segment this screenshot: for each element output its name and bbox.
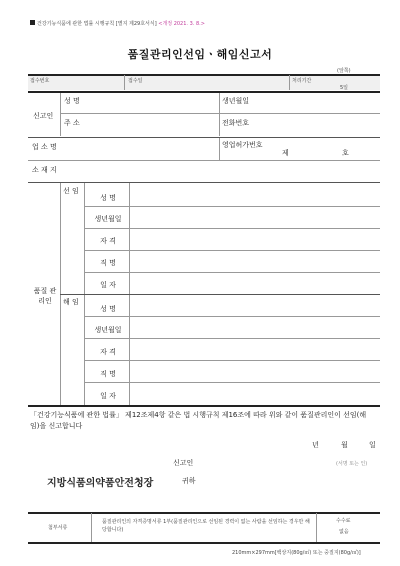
applicant-name-label: 성 명 (64, 97, 80, 105)
applicant-birth-label: 생년월일 (222, 97, 250, 105)
table-bottom-rule (28, 405, 380, 407)
dismiss-field-name: 성 명 (100, 305, 116, 313)
receipt-no-label: 접수번호 (30, 78, 50, 84)
sign-note: (서명 또는 인) (336, 461, 368, 467)
processing-period-label: 처리기간 (292, 78, 312, 84)
receipt-row-shade (28, 75, 380, 90)
page-title: 품질관리인선임ㆍ해임신고서 (127, 48, 273, 61)
row-line (60, 113, 380, 114)
paper-spec-footer: 210mm×297mm[백상지(80g/㎡) 또는 중질지(80g/㎡)] (232, 550, 361, 556)
fee-label: 수수료 (336, 518, 351, 524)
row-line (28, 160, 380, 161)
receipt-bottom-rule (28, 91, 380, 93)
date-year: 년 (312, 441, 319, 449)
attachments-label: 첨부서류 (48, 525, 68, 531)
divider (124, 75, 125, 90)
row-line (84, 250, 380, 251)
date-month: 월 (341, 441, 348, 449)
processing-period-value: 5일 (340, 85, 349, 91)
recipient-suffix: 귀하 (182, 477, 196, 485)
signer-label: 신고인 (173, 459, 194, 467)
row-line (84, 382, 380, 383)
row-line (84, 316, 380, 317)
attachments-bottom-rule (28, 542, 380, 544)
divider (219, 93, 220, 136)
square-bullet-icon (30, 20, 35, 25)
law-reference: 건강기능식품에 관한 법률 시행규칙 [별지 제29호서식] (37, 21, 157, 27)
row-line (84, 360, 380, 361)
appoint-field-position: 직 명 (100, 259, 116, 267)
appoint-label: 선 임 (63, 187, 79, 195)
business-bottom-rule (28, 182, 380, 183)
divider (289, 75, 290, 90)
appoint-field-name: 성 명 (100, 194, 116, 202)
top-rule (28, 74, 380, 76)
row-line (84, 206, 380, 207)
date-day: 일 (369, 441, 376, 449)
dismiss-field-position: 직 명 (100, 370, 116, 378)
business-name-label: 업 소 명 (32, 143, 57, 151)
applicant-bottom-rule (28, 137, 380, 138)
recipient-name: 지방식품의약품안전청장 (47, 478, 154, 489)
business-location-label: 소 재 지 (32, 166, 57, 174)
form-header (30, 20, 205, 27)
appoint-field-qualification: 자 격 (100, 237, 116, 245)
revision-date: <개정 2021. 3. 8.> (158, 21, 205, 27)
dismiss-field-qualification: 자 격 (100, 348, 116, 356)
attachments-top-rule (28, 512, 380, 514)
applicant-section-label: 신고인 (33, 112, 54, 120)
section-split-line (60, 294, 380, 295)
license-ho: 호 (342, 149, 349, 157)
row-line (84, 272, 380, 273)
row-line (84, 228, 380, 229)
applicant-address-label: 주 소 (64, 119, 80, 127)
applicant-phone-label: 전화번호 (222, 119, 250, 127)
quality-section-label: 품질 관리인 (33, 287, 57, 305)
divider (60, 93, 61, 136)
dismiss-field-birth: 생년월일 (94, 326, 122, 334)
dismiss-label: 해 임 (63, 298, 79, 306)
divider (219, 138, 220, 160)
receipt-date-label: 접수일 (128, 78, 143, 84)
license-je: 제 (282, 149, 289, 157)
fee-value: 없음 (339, 529, 349, 535)
dismiss-field-date: 일 자 (100, 392, 116, 400)
appoint-field-birth: 생년월일 (94, 215, 122, 223)
appoint-field-date: 일 자 (100, 281, 116, 289)
divider (316, 513, 317, 542)
divider (91, 513, 92, 542)
front-note: (앞쪽) (337, 68, 351, 74)
attachments-text: 품질관리인의 자격증명서류 1부(품질관리인으로 선임된 경력이 없는 사람을 선임하는 경우만 해당합니다) (102, 519, 310, 533)
declaration-statement: 「건강기능식품에 관한 법률」 제12조제4항 같은 법 시행규칙 제16조에 따라 위와 같이 품질관리인이 선임(해임)을 신고합니다 (30, 411, 367, 430)
license-label: 영업허가번호 (222, 141, 263, 149)
row-line (84, 338, 380, 339)
